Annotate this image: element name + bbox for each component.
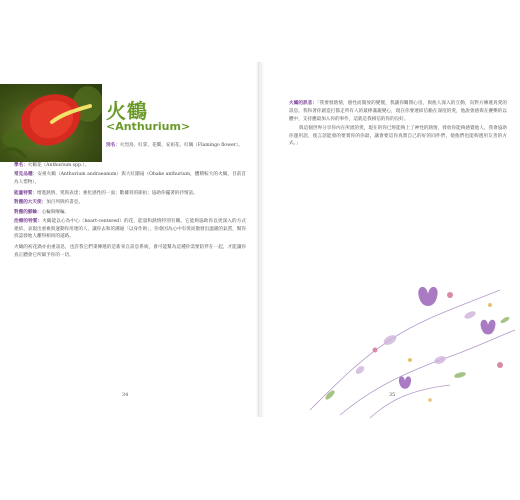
anthurium-photo xyxy=(0,84,102,162)
page-subtitle: <Anthurium> xyxy=(106,120,191,133)
body-block xyxy=(14,190,246,261)
page-number-left: 34 xyxy=(122,392,129,398)
page-title: 火鶴 xyxy=(106,99,148,123)
body-paragraph: 對應的大天使：加百列與約書亞。 xyxy=(14,200,83,206)
body-paragraph: 火鶴的初花渦亦由重訊息，也許我它們秉傳遞的是新來自訊息系統，會可能幫為這種你需要陪伴在一起，才能讓你真正體會它所賦予你的一切。 xyxy=(14,245,246,259)
floral-decoration xyxy=(300,270,520,420)
message-paragraph: 火鶴的訊息：「我要發熱情，感性而開放的變懷，我讓你關閉心房，與他人深入的互動，向對方傳遞真愛的訊息，我和著你創造打都走所有人的最棒滿親變心，現在你要連結信賴在深度的愛，他說會感與在賽樂的以體中，支持應最加入你的事件，這就是我相信的你的良好。 xyxy=(289,101,507,122)
alias-item: 常見品種：安祖火鶴（Anthurium andraeanum）與大紅團扇（Obake anthurium，體積較大的火鶴，目前首為人惜物）。 xyxy=(14,172,246,186)
page-number-right: 35 xyxy=(389,392,396,398)
message-paragraph: 與這個世界分享你內在所流的愛，現在的你已經能夠上了神性的熱情，發放你能夠感覺他人，我會協助你運用語，使言語能發的要實你的你最，讓會要這你真實自己的好的同件們，使他們也能夠透用友善的方式。」 xyxy=(289,125,507,147)
aliases-block xyxy=(106,142,246,151)
body-paragraph: 治療的特質：火鶴能以心為中心（heart-centered）的花，能量和熱情特別有關。它能夠協助你以更深入的方式連結、表現出重複與運動你用連的人，讓你去和的溝通「以身作則」，你會因為心中有愛而散發出溫暖的氣質，幫你找認發地人離得相同的道路。 xyxy=(14,218,246,240)
left-page xyxy=(0,62,259,417)
message-block xyxy=(289,100,507,150)
body-paragraph: 能量特質：增進熱情、愛與表達；強化感性的一面；數據背的節拍；協助你擺著的抒情話。 xyxy=(14,191,198,196)
species-block xyxy=(14,162,246,188)
alias-item: 別名：火烈鳥、紅掌、花燭、安祖花、紅鶴（Flamingo flower）。 xyxy=(106,143,243,148)
body-paragraph: 對應的脈輪：心輪與喉輪。 xyxy=(14,209,70,215)
alias-item: 學名：火鶴花（Anthurium spp.）。 xyxy=(14,163,90,168)
